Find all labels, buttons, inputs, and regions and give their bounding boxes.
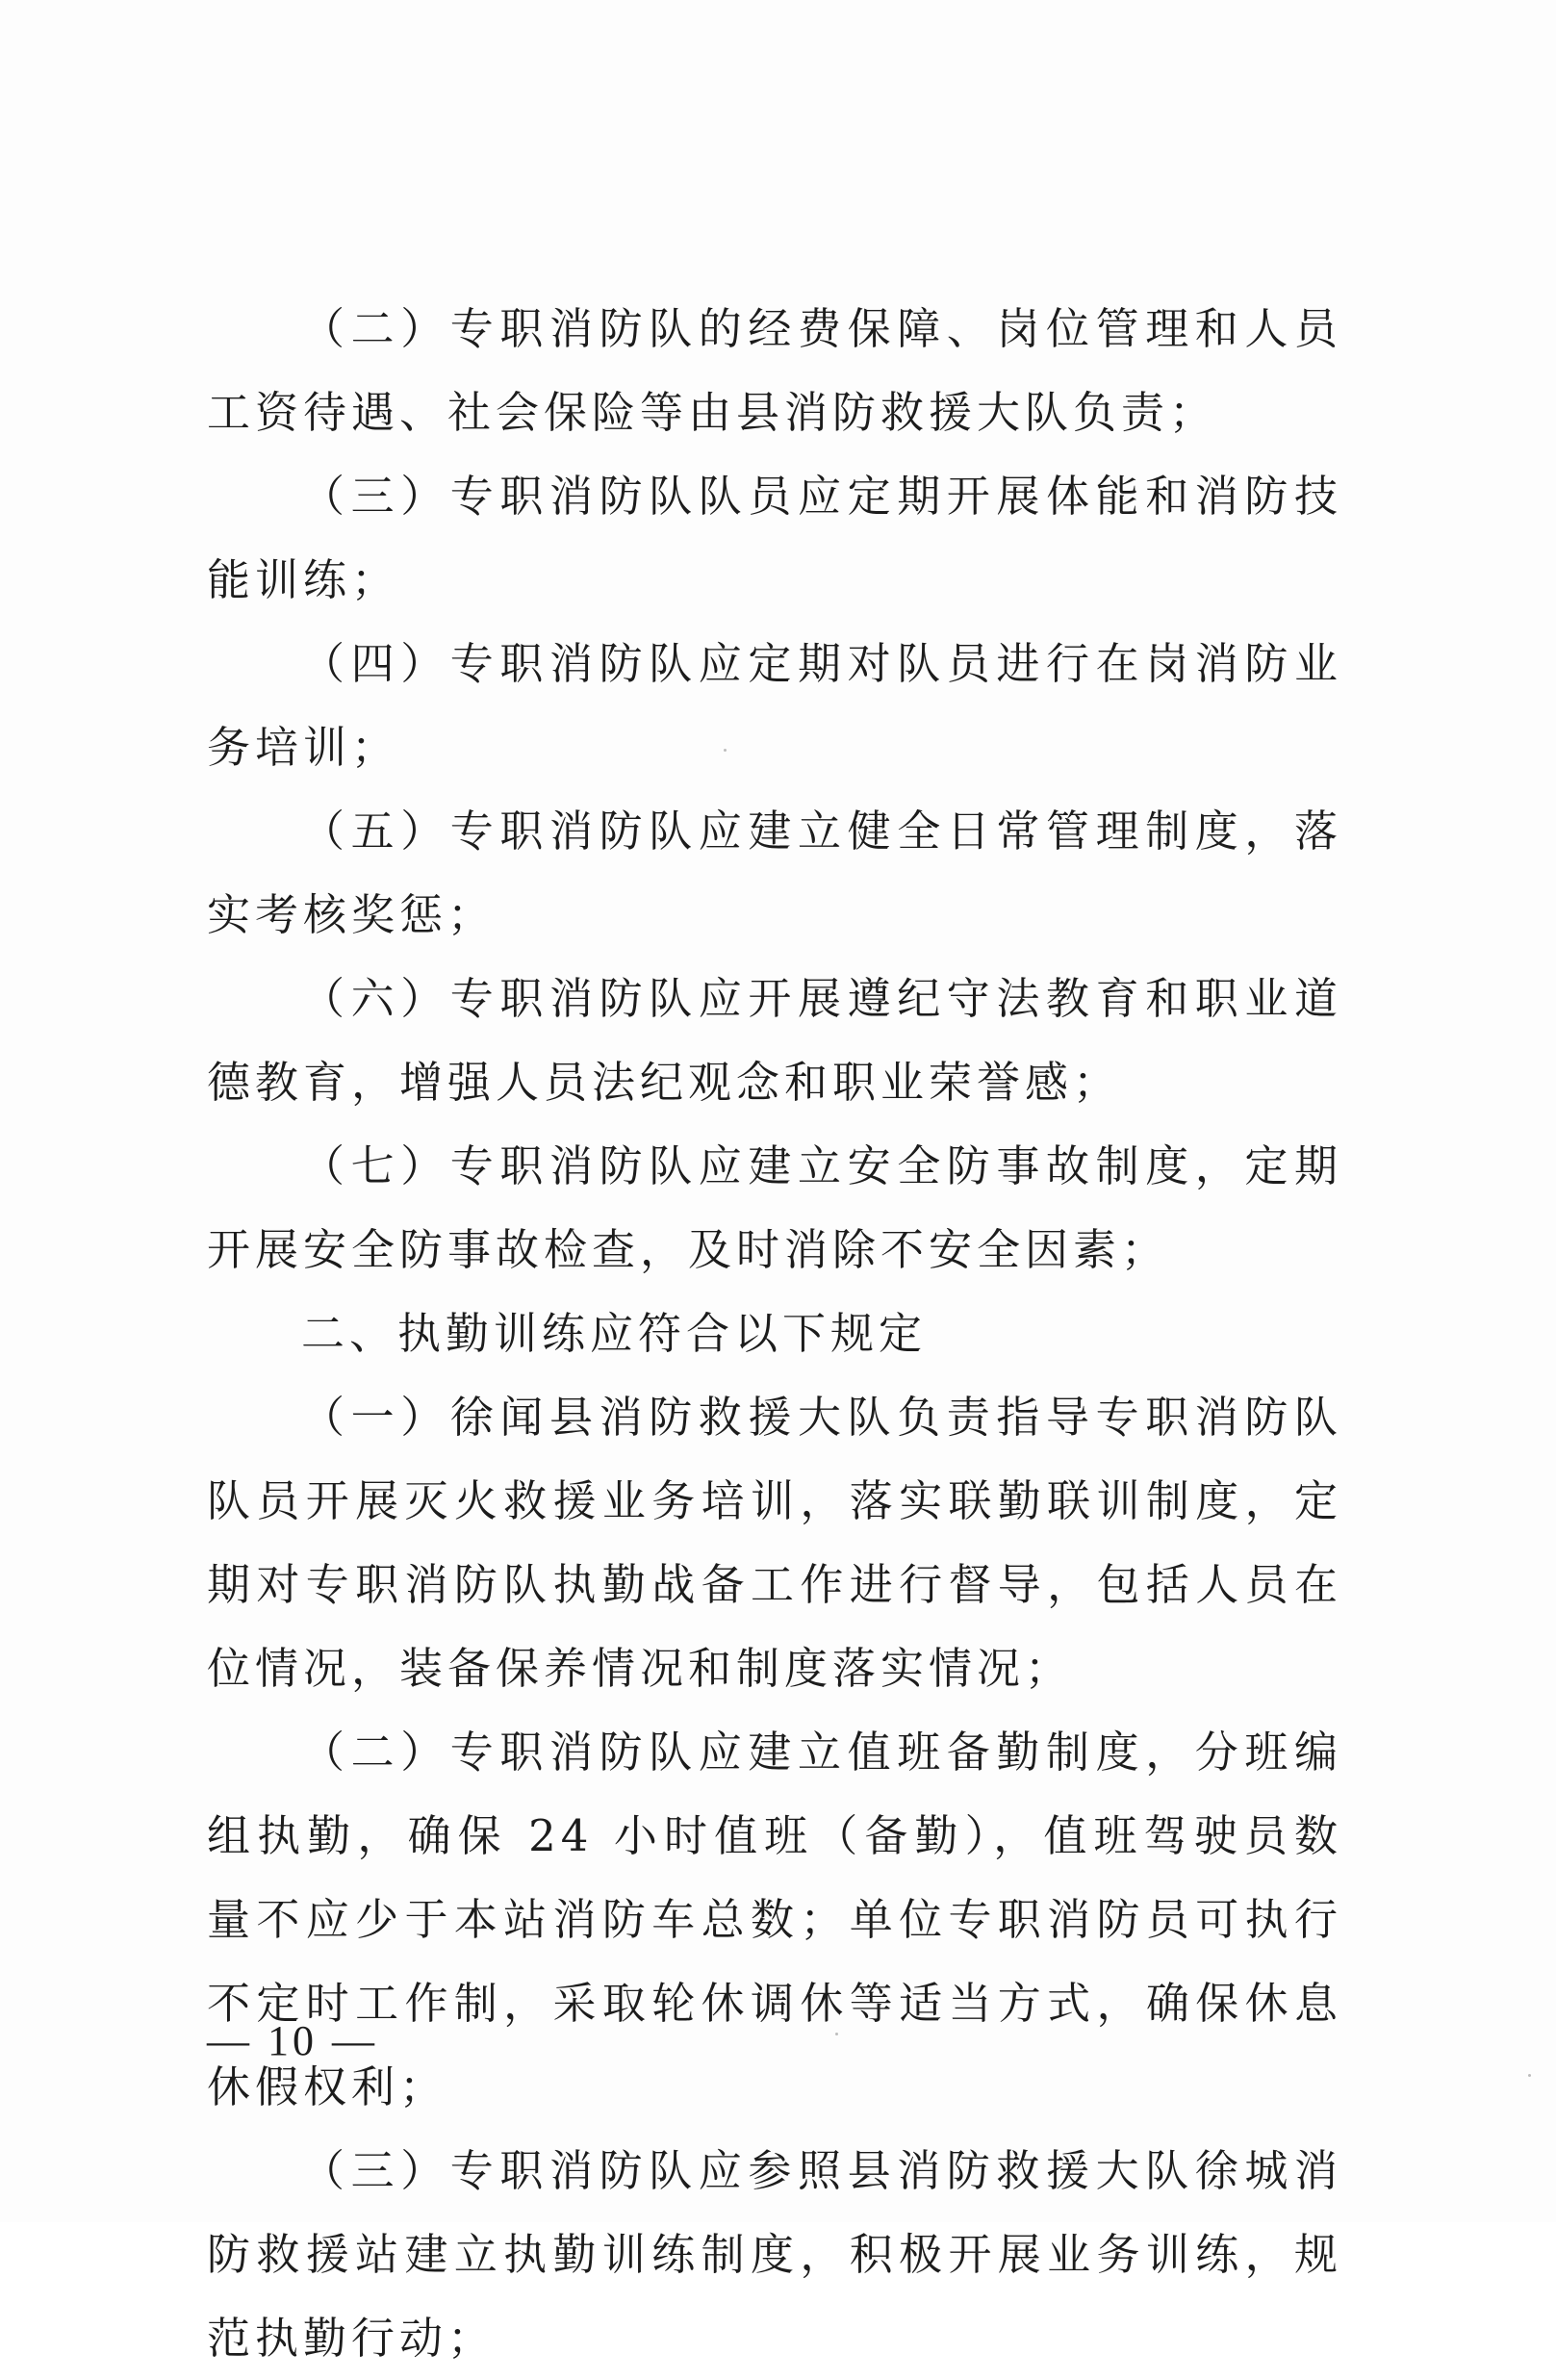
paragraph-5-management: （五）专职消防队应建立健全日常管理制度，落实考核奖惩； — [207, 806, 1342, 940]
paragraph-4-business-training: （四）专职消防队应定期对队员进行在岗消防业务培训； — [207, 638, 1342, 773]
paragraph-duty-1-guidance: （一）徐闻县消防救援大队负责指导专职消防队队员开展灭火救援业务培训，落实联勤联训制度，定期对专职消防队执勤战备工作进行督导，包括人员在位情况，装备保养情况和制度落实情况； — [207, 1392, 1342, 1694]
paragraph-duty-3-system: （三）专职消防队应参照县消防救援大队徐城消防救援站建立执勤训练制度，积极开展业务训练，规范执勤行动； — [207, 2145, 1342, 2364]
paragraph-2-funding: （二）专职消防队的经费保障、岗位管理和人员工资待遇、社会保险等由县消防救援大队负责； — [207, 303, 1342, 438]
scan-speck — [1528, 2074, 1531, 2077]
paragraph-6-education: （六）专职消防队应开展遵纪守法教育和职业道德教育，增强人员法纪观念和职业荣誉感； — [207, 973, 1342, 1108]
scan-speck — [835, 2033, 838, 2035]
paragraph-3-training: （三）专职消防队队员应定期开展体能和消防技能训练； — [207, 471, 1342, 605]
page-number: — 10 — — [207, 2017, 378, 2064]
section-heading-duty-training: 二、执勤训练应符合以下规定 — [301, 1308, 928, 1359]
scan-speck — [724, 749, 727, 752]
paragraph-7-safety: （七）专职消防队应建立安全防事故制度，定期开展安全防事故检查，及时消除不安全因素； — [207, 1140, 1342, 1275]
paragraph-duty-2-on-call: （二）专职消防队应建立值班备勤制度，分班编组执勤，确保 24 小时值班（备勤），值班驾驶员数量不应少于本站消防车总数；单位专职消防员可执行不定时工作制，采取轮休调休等适当方式，确保休息休假权利； — [207, 1727, 1342, 2112]
document-body — [207, 287, 1342, 2380]
